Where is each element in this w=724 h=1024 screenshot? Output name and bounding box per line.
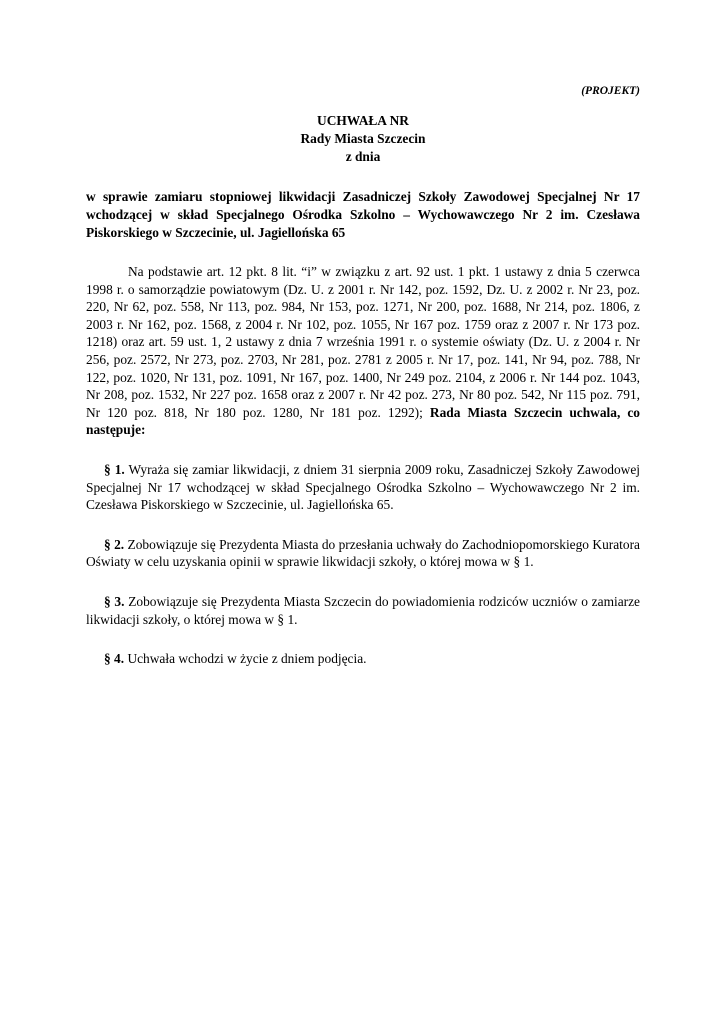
section-marker: § 2. (104, 536, 125, 552)
resolution-date: z dnia (345, 149, 381, 164)
section-2 (86, 536, 640, 571)
resolution-subject: w sprawie zamiaru stopniowej likwidacji Zasadniczej Szkoły Zawodowej Specjalnej Nr 17 wchodzącej w skład Specjalnego Ośrodka Szkolno – Wychowawczego Nr 2 im. Czesława Piskorskiego w Szczecinie, ul. Jagiellońska 65 (86, 189, 640, 240)
preamble-enactment-clause: Rada Miasta Szczecin uchwala, co następuje: (86, 404, 640, 438)
issuing-body: Rady Miasta Szczecin (300, 131, 426, 146)
preamble-text: Na podstawie art. 12 pkt. 8 lit. “i” w związku z art. 92 ust. 1 pkt. 1 ustawy z dnia 5 czerwca 1998 r. o samorządzie powiatowym (Dz. U. z 2001 r. Nr 142, poz. 1592, Dz. U. z 2002 r. Nr 23, poz. 220, Nr 62, poz. 558, Nr 113, poz. 984, Nr 153, poz. 1271, Nr 200, poz. 1688, Nr 214, poz. 1806, z 2003 r. Nr 162, poz. 1568, z 2004 r. Nr 102, poz. 1055, Nr 167 poz. 1759 oraz z 2007 r. Nr 173 poz. 1218) oraz art. 59 ust. 1, 2 ustawy z dnia 7 września 1991 r. o systemie oświaty (Dz. U. z 2004 r. Nr 256, poz. 2572, Nr 273, poz. 2703, Nr 281, poz. 2781 z 2005 r. Nr 17, poz. 141, Nr 94, poz. 788, Nr 122, poz. 1020, Nr 131, poz. 1091, Nr 167, poz. 1400, Nr 249 poz. 2104, z 2006 r. Nr 144 poz. 1043, Nr 208, poz. 1532, Nr 227 poz. 1658 oraz z 2007 r. Nr 42 poz. 273, Nr 80 poz. 542, Nr 115 poz. 791, Nr 120 poz. 818, Nr 180 poz. 1280, Nr 181 poz. 1292); (86, 264, 640, 420)
resolution-number: UCHWAŁA NR (317, 113, 409, 128)
section-text: Zobowiązuje się Prezydenta Miasta Szczecin do powiadomienia rodziców uczniów o zamiarze likwidacji szkoły, o której mowa w § 1. (86, 593, 640, 627)
legal-basis-preamble (86, 263, 640, 439)
section-text: Zobowiązuje się Prezydenta Miasta do przesłania uchwały do Zachodniopomorskiego Kuratora Oświaty w celu uzyskania opinii w sprawie likwidacji szkoły, o której mowa w § 1. (86, 536, 640, 570)
document-page (86, 84, 640, 668)
section-1 (86, 461, 640, 514)
draft-status-label: (PROJEKT) (581, 85, 640, 97)
section-4 (86, 650, 640, 668)
section-marker: § 1. (104, 461, 125, 477)
section-text: Wyraża się zamiar likwidacji, z dniem 31 sierpnia 2009 roku, Zasadniczej Szkoły Zawodowej Specjalnej Nr 17 wchodzącej w skład Specjalnego Ośrodka Szkolno – Wychowawczego Nr 2 im. Czesława Piskorskiego w Szczecinie, ul. Jagiellońska 65. (86, 461, 640, 513)
section-3 (86, 593, 640, 628)
section-text: Uchwała wchodzi w życie z dniem podjęcia. (124, 651, 367, 667)
section-marker: § 3. (104, 593, 125, 609)
resolution-heading (86, 112, 640, 166)
section-marker: § 4. (104, 651, 125, 667)
